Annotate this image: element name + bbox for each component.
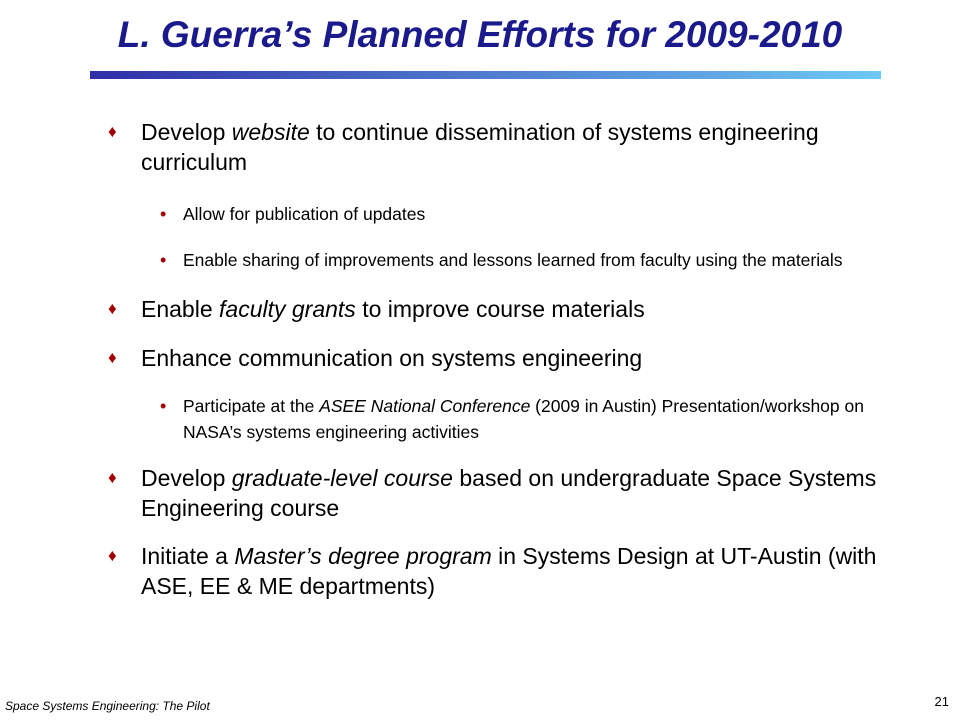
sub-bullet-item <box>0 393 960 445</box>
bullet-text-run: based on undergraduate Space Systems Engineering course <box>141 465 877 521</box>
footer-course-title: Space Systems Engineering: The Pilot <box>5 699 210 713</box>
bullet-text-run: Develop <box>141 119 232 145</box>
bullet-text-run: Initiate a <box>141 543 235 569</box>
bullet-text <box>183 396 864 442</box>
bullet-text-emphasis: faculty grants <box>219 296 356 322</box>
bullet-text-run: to continue dissemination of systems engineering curriculum <box>141 119 819 175</box>
dot-bullet-icon: • <box>160 396 167 416</box>
bullet-item <box>0 294 960 324</box>
bullet-text-run: Enable sharing of improvements and lessons learned from faculty using the materials <box>183 250 843 270</box>
bullet-text-run: Develop <box>141 465 232 491</box>
bullet-item <box>0 117 960 177</box>
diamond-bullet-icon: ♦ <box>108 299 117 318</box>
bullet-text-run: in Systems Design at UT-Austin (with ASE, EE & ME departments) <box>141 543 877 599</box>
bullet-text <box>183 250 843 270</box>
diamond-bullet-icon: ♦ <box>108 122 117 141</box>
slide-title: L. Guerra’s Planned Efforts for 2009-2010 <box>117 14 843 55</box>
page-number: 21 <box>934 694 949 709</box>
diamond-bullet-icon: ♦ <box>108 468 117 487</box>
bullet-text <box>141 543 876 599</box>
bullet-text-run: Enhance communication on systems engineering <box>141 345 643 371</box>
diamond-bullet-icon: ♦ <box>108 348 117 367</box>
bullet-text-emphasis: graduate-level course <box>231 465 453 491</box>
bullet-text <box>141 296 645 322</box>
sub-bullet-item <box>0 247 960 273</box>
bullet-text <box>141 345 642 371</box>
title-underline <box>90 71 881 79</box>
diamond-bullet-icon: ♦ <box>108 546 117 565</box>
bullet-text <box>183 204 425 224</box>
bullet-text <box>141 465 876 521</box>
bullet-text-emphasis: website <box>231 119 310 145</box>
bullet-list <box>0 99 960 601</box>
bullet-text-run: (2009 in Austin) Presentation/workshop on NASA’s systems engineering activities <box>183 396 864 442</box>
bullet-text-run: Allow for publication of updates <box>183 204 426 224</box>
dot-bullet-icon: • <box>160 204 167 224</box>
bullet-text-emphasis: ASEE National Conference <box>319 396 531 416</box>
bullet-text-run: to improve course materials <box>355 296 645 322</box>
bullet-text-emphasis: Master’s degree program <box>234 543 492 569</box>
bullet-item <box>0 343 960 373</box>
sub-bullet-item <box>0 201 960 227</box>
bullet-item <box>0 541 960 601</box>
bullet-text <box>141 119 819 175</box>
bullet-text-run: Enable <box>141 296 220 322</box>
bullet-item <box>0 463 960 523</box>
bullet-text-run: Participate at the <box>183 396 320 416</box>
dot-bullet-icon: • <box>160 250 167 270</box>
